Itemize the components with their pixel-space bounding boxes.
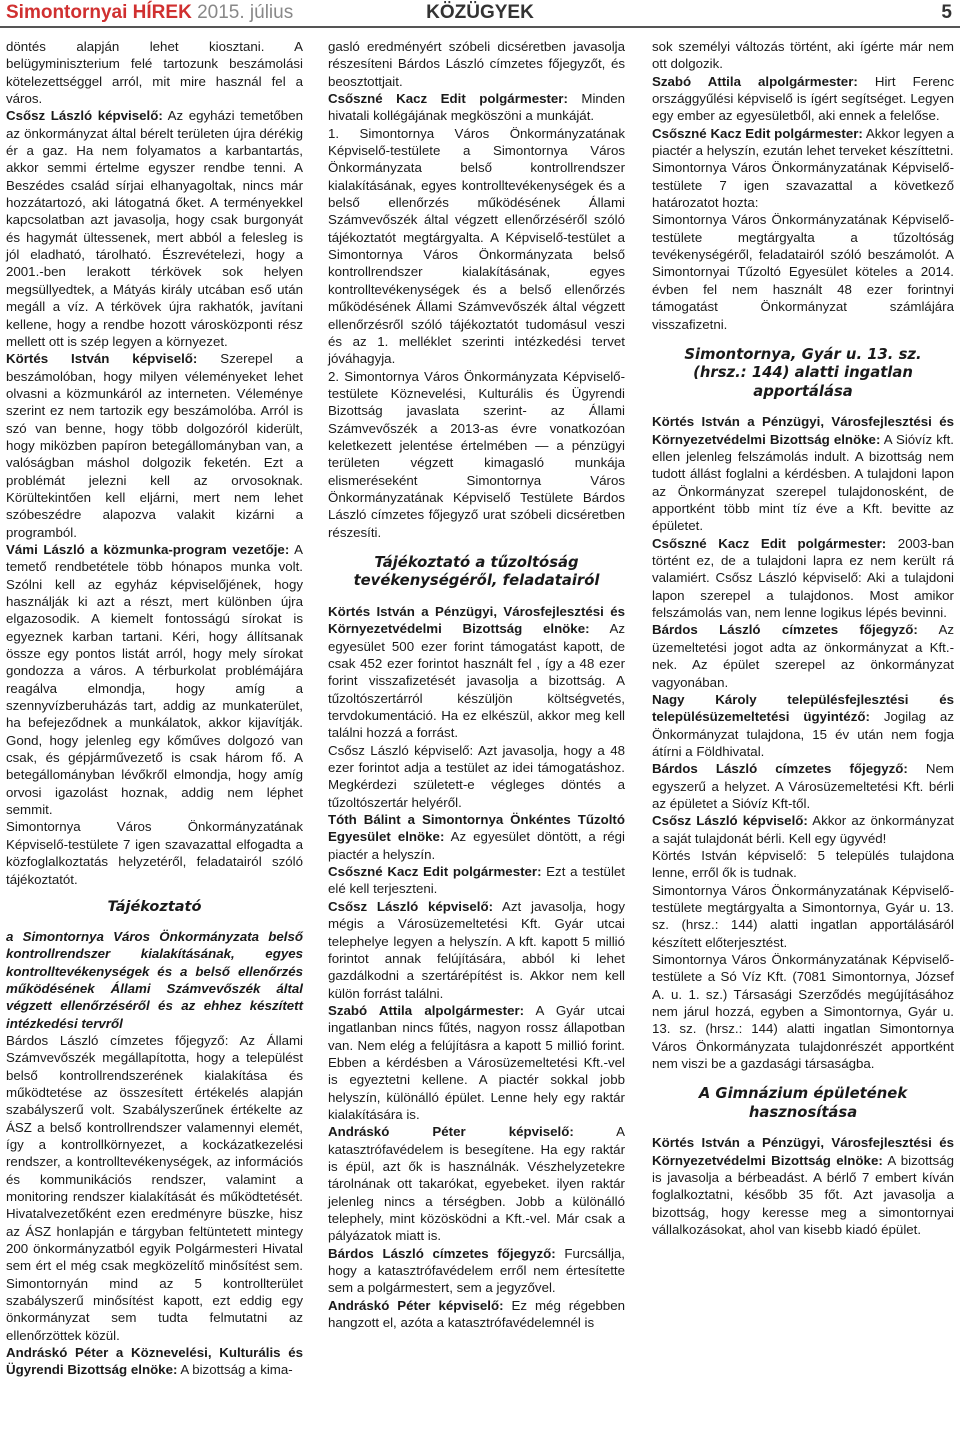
- column-1: [6, 38, 303, 1379]
- paragraph: [652, 125, 954, 160]
- section-heading: A Gimnázium épületének hasznosítása: [698, 1085, 908, 1121]
- speaker-name: Csősz László képviselő:: [652, 813, 808, 829]
- issue-date: 2015. július: [197, 2, 294, 23]
- speaker-name: Csősz László képviselő:: [6, 108, 163, 124]
- speaker-name: Andráskó Péter képviselő:: [328, 1297, 504, 1313]
- section-heading: Tájékoztató: [107, 898, 202, 915]
- paragraph: sok személyi változás történt, aki ígérte már nem ott dolgozik.: [652, 39, 954, 72]
- paragraph: [652, 535, 954, 622]
- section-subtitle: a Simontornya Város Önkormányzata belső kontrollrendszer kialakításának, egyes kontrolltevékenységek és a belső ellenőrzés működésének Állami Számvevőszék által végzett ellenőrzéséről és az ehhez készített intézkedési tervről: [6, 928, 303, 1031]
- paragraph: gasló eredményért szóbeli dicséretben javasolja részesíteni Bárdos László címzetes főjegyzőt, és beosztottjait.: [328, 39, 625, 89]
- speech-text: Furcsállja, hogy a katasztrófavédelem erről nem értesítette sem a polgármestert, sem a jegyzővel.: [328, 1245, 625, 1296]
- speech-text: A bizottság a kima-: [177, 1362, 293, 1378]
- paragraph: [328, 863, 625, 898]
- paragraph: [652, 73, 954, 125]
- speech-text: Az egyházi temetőben az önkormányzat által bérelt területen újra dérékig ér a gaz. Ha nem folyamatos a karbantartás, akkor semmi értelme egyszer rendbe tenni. A Beszédes család sírjai elhanyagoltak, nincs már hozzátartozó, aki látogatná őket. A terményekkel kapcsolatban azt javasolja, hogy csak burgonyát és hagymát ültessenek, mert abból a felesleg is jól eladható, tárolható. Észrevételezi, hogy a 2001.-ben lerakott térkövek sok helyen megsüllyedtek, a Mátyás király utcában eső után megáll a víz. A térkövek újra rakhatók, javítani kellene, hogy a rendbe hozott városközponti rész mellett ott is szép legyen a környezet.: [6, 108, 303, 349]
- speech-text: Akkor legyen a piactér a helyszín, ezután lehet terveket készíttetni.: [652, 125, 955, 159]
- speaker-name: Tóth Bálint a Simontornya Önkéntes Tűzoltó Egyesület elnöke:: [328, 812, 625, 845]
- section-heading: Simontornya, Gyár u. 13. sz. (hrsz.: 144) alatti ingatlan apportálása: [684, 345, 922, 400]
- resolution-text: 1. Simontornya Város Önkormányzatának Képviselő-testülete a Simontornya Város Önkormányzata belső kontrollrendszer kialakításának, egyes kontrolltevékenységek és a belső ellenőrzés működésének Állami Számvevőszék által végzett ellenőrzéséről szóló tájékoztatót megtárgyalta. A Képviselő-testület a Simontornya Város Önkormányzata belső kontrollrendszer kialakításának, egyes kontrolltevékenységek és a belső ellenőrzés működésének Állami Számvevőszék által végzett ellenőrzésről szóló tájékoztatót tudomásul veszi és az 1. melléklet szerinti intézkedési tervet jóváhagyja.: [328, 125, 625, 367]
- speech-text: Azt javasolja, hogy mégis a Városüzemeltetési Kft. Gyár utcai telephelye legyen a helyszín. A kft. kapott 5 millió forintot annak felújítására, abból ki lehet gazdálkodni a szertárépítést is. Akkor nem kell külön forrást találni.: [328, 898, 625, 1001]
- speaker-name: Szabó Attila alpolgármester:: [652, 73, 858, 89]
- speech-text: Akkor az önkormányzat a saját tulajdonát bérli. Kell egy ügyvéd!: [652, 813, 954, 846]
- paragraph: [328, 603, 625, 742]
- paragraph: [6, 350, 303, 541]
- speaker-name: Vámi László a közmunka-program vezetője:: [6, 541, 290, 557]
- speaker-name: Körtés István képviselő:: [6, 351, 198, 367]
- header-rule: [0, 26, 960, 28]
- paragraph: [328, 811, 625, 863]
- paragraph: [6, 1344, 303, 1379]
- speaker-name: Körtés István a Pénzügyi, Városfejlesztési és Környezetvédelmi Bizottság elnöke:: [652, 414, 954, 447]
- speaker-name: Csőszné Kacz Edit polgármester:: [652, 535, 887, 551]
- resolution-text: 2. Simontornya Város Önkormányzata Képviselő-testülete Köznevelési, Kulturális és Ügyrendi Bizottság javaslata szerint- az Állami Számvevőszék a 2013-as évre vonatkozóan keletkezett jelentése értelmében — a pénzügyi területen végzett kimagasló munkája elismeréseként Simontornya Város Önkormányzatának Képviselő Testülete Bárdos László címzetes főjegyző urat szóbeli dicséretben részesíti.: [328, 368, 625, 540]
- speech-text: Ezt a testület elé kell terjeszteni.: [328, 864, 625, 897]
- speaker-name: Körtés István a Pénzügyi, Városfejlesztési és Környezetvédelmi Bizottság elnöke:: [652, 1135, 954, 1168]
- resolution-text: Simontornya Város Önkormányzatának Képviselő-testülete 7 igen szavazattal elfogadta a közfoglalkoztatás helyzetéről, feladatairól szóló tájékoztatót.: [6, 819, 303, 887]
- paragraph: döntés alapján lehet kiosztani. A belügyminiszterium felé tartozunk beszámolási kötelezettséggel arról, mit mire használ fel a város.: [6, 39, 303, 107]
- speaker-name: Nagy Károly településfejlesztési és településüzemeltetési ügyintéző:: [652, 691, 954, 725]
- resolution-text: Simontornya Város Önkormányzatának Képviselő-testülete a Só Víz Kft. (7081 Simontornya, József A. u. 1. sz.) Társasági Szerződés megújításához nem járul hozzá, egyben a Simontornya, Gyár u. 13. sz. (hrsz.: 144) alatti ingatlan Simontornya Város Önkormányzata tulajdonrészét apportként nem viszi be a gazdasági társaságba.: [652, 952, 954, 1072]
- paragraph: [6, 107, 303, 350]
- paragraph: [652, 621, 954, 690]
- paragraph: [652, 1134, 954, 1238]
- speaker-name: Csőszné Kacz Edit polgármester:: [328, 91, 568, 107]
- speech-text: Szerepel a beszámolóban, hogy milyen véleményeket lehet olvasni a közmunkáról az interneten. Véleménye szerint ez nem tartozik egy beszámolóba. Arról is szó van benne, hogy több dolgozóról kiderült, hogy miközben papíron betegállományban van, a valóságban máshol dolgozik feketén. Ezt a problémát jelezni kell az orvosoknak. Körültekintően kell eljárni, mert nem lehet szóbeszédre alapozva valakit kizárni a programból.: [6, 351, 303, 540]
- paragraph: Csősz László képviselő: Azt javasolja, hogy a 48 ezer forintot adja a testület az idei támogatáshoz. Megkérdezi született-e végleges döntés a tűzoltószertár helyéről.: [328, 742, 625, 810]
- column-3: [652, 38, 954, 1238]
- section-heading: Tájékoztató a tűzoltóság tevékenységéről, feladatairól: [353, 553, 600, 590]
- speaker-name: Csőszné Kacz Edit polgármester:: [328, 864, 542, 880]
- publication-name: Simontornyai HÍREK: [6, 2, 192, 23]
- speaker-name: Bárdos László címzetes főjegyző:: [652, 761, 908, 777]
- speaker-name: Andráskó Péter képviselő:: [328, 1124, 574, 1140]
- paragraph: [652, 760, 954, 812]
- paragraph: Körtés István képviselő: 5 település tulajdona lenne, erről ők is tudnak.: [652, 847, 954, 881]
- speaker-name: Körtés István a Pénzügyi, Városfejlesztési és Környezetvédelmi Bizottság elnöke:: [328, 603, 625, 637]
- paragraph: [328, 1123, 625, 1244]
- speech-text: 2003-ban történt ez, de a tulajdoni lapra ez nem került rá valamiért. Csősz László képviselő: Aki a tulajdoni lapon szerepel a tulajdonos. Most amikor felszámolás van, nem lenne logikus lépés bevinni.: [652, 535, 955, 621]
- resolution-text: Simontornya Város Önkormányzatának Képviselő-testülete megtárgyalta a tűzoltóság tevékenységéről, feladatairól szóló beszámolót. A Simontornyai Tűzoltó Egyesület köteles a 2014. évben fel nem használt 48 ezer forintnyi támogatást Önkormányzat számlájára visszafizetni.: [652, 212, 954, 332]
- paragraph: [328, 1002, 625, 1123]
- paragraph: Bárdos László címzetes főjegyző: Az Állami Számvevőszék megállapította, hogy a települést belső kontrollrendszerének kialakítása és működtetése az összesített értékelés alapján szabályszerű volt. Szabályszerűnek értékelte az ÁSZ a belső kontrollrendszer valamennyi elemét, így a kontrollkörnyezet, a kockázatkezelési rendszer, a kontrolltevékenységek, az információs és kommunikációs rendszer, valamint a monitoring rendszer kialakítását és működtetését. Hivatalvezetőként ezen eredményre büszke, hisz az ÁSZ honlapján e tárgyban feltüntetett mintegy 200 önkormányzatból egyik Polgármesteri Hivatal sem ért el még csak megközelítő minősítést sem. Simontornyán mind az 5 kontrollterület szabályszerű minősítést kapott, ezt eddig egy önkormányzat sem tudta felmutatni az ellenőrzöttek közül.: [6, 1032, 303, 1343]
- page-header: [0, 0, 960, 28]
- paragraph: [6, 541, 303, 819]
- paragraph: Simontornya Város Önkormányzatának Képviselő-testülete 7 igen szavazattal a következő határozatot hozta:: [652, 160, 954, 211]
- paragraph: [328, 898, 625, 1002]
- speech-text: Hirt Ferenc országgyűlési képviselő is ígért segítséget. Legyen egy ember az egyesületből, aki ennek a felelőse.: [652, 73, 954, 124]
- speaker-name: Szabó Attila alpolgármester:: [328, 1002, 525, 1018]
- speech-text: A Sióvíz kft. ellen jelenleg felszámolás indult. A bizottság nem tudott állást foglalni a kérdésben. A tulajdoni lapon az Önkormányzat szerepel tulajdonosként, de apportként több mint tíz éve a Kft. bevitte az épületet.: [652, 431, 954, 534]
- section-title: KÖZÜGYEK: [426, 2, 534, 23]
- paragraph: [328, 1245, 625, 1297]
- paragraph: [652, 812, 954, 847]
- speech-text: A Gyár utcai ingatlanban nincs fűtés, nagyon rossz állapotban van. Nem elég a felújításra a kapott 5 millió forint. Ebben a kérdésben a Városüzemeltetési Kft.-vel is egyeztetni kellene. A piactér sokkal jobb helyszín, különálló épület. Lenne hely egy raktár kialakítására is.: [328, 1002, 625, 1122]
- resolution-text: Simontornya Város Önkormányzatának Képviselő-testülete megtárgyalta a Simontornya, Gyár u. 13. sz. (hrsz.: 144) alatti ingatlan apportálásáról készített előterjesztést.: [652, 882, 954, 950]
- speech-text: Nem egyszerű a helyzet. A Városüzemeltetési Kft. bérli az épületet a Sióvíz Kft-től.: [652, 761, 954, 811]
- speaker-name: Andráskó Péter a Köznevelési, Kulturális és Ügyrendi Bizottság elnöke:: [6, 1345, 303, 1378]
- speech-text: Minden hivatali kollégájának megköszöni a munkáját.: [328, 91, 626, 124]
- speaker-name: Bárdos László címzetes főjegyző:: [328, 1245, 556, 1261]
- page-number: 5: [941, 2, 952, 23]
- speech-text: Az egyesület döntött, a régi piactér a helyszín.: [328, 829, 625, 862]
- speech-text: Jogilag az Önkormányzat tulajdona, 15 év után nem fogja átírni a Földhivatal.: [652, 709, 954, 759]
- speaker-name: Csőszné Kacz Edit polgármester:: [652, 125, 863, 141]
- speech-text: A bizottság is javasolja a bérbeadást. A bérlő 7 embert kíván foglalkoztatni, később 35 főt. Azt javasolja a bizottság, hogy keresse meg a simontornyai vállalkozásokat, ahol van kisebb kiadó épület.: [652, 1152, 954, 1238]
- paragraph: [328, 1297, 625, 1332]
- speaker-name: Csősz László képviselő:: [328, 898, 494, 914]
- paragraph: [328, 90, 625, 125]
- speech-text: Az egyesület 500 ezer forint támogatást kapott, de csak 452 ezer forintot használt fel , így a 48 ezer forint visszafizetését javasolja a bizottság. A tűzoltószertárról készüljön költségvetés, tervdokumentáció. Ha ez elkészül, akkor meg kell találni hozzá a forrást.: [328, 621, 625, 741]
- speaker-name: Bárdos László címzetes főjegyző:: [652, 622, 918, 638]
- paragraph: [652, 413, 954, 534]
- speech-text: A temető rendbetétele több hónapos munka volt. Szólni kell az egyház képviselőjének, hogy használják ki azt a részt, mert különben újra elgazosodik. A kiemelt fontosságú sírokat is egyeznek karban tartani. Kéri, hogy állítsanak össze egy pontos listát arról, hogy mely sírokat gondozza a város. A térburkolat problémájára reagálva elmondja, hogy amíg a szennyvízberuházás tart, addig az munkaterület, ha befejeződnek a munkálatok, akkor kijavítják. Gond, hogy jelenleg egy kőműves dolgozó van csak, és gépjárművezető is csak három fő. A betegállományban lévőkről elmondja, hogy amíg orvosi igazolást hoznak, addig nem léphet semmit.: [6, 541, 303, 818]
- paragraph: [652, 691, 954, 760]
- speech-text: A katasztrófavédelem is besegítene. Ha egy raktár is épül, azt ők is használnák. Vészhelyzetekre tárolnának ott takarókat, egyebeket. ilyen raktár jelenleg nincs a térségben. Jobb a különálló telephely, mint közösködni a Kft.-vel. Már csak a pályázatok miatt is.: [328, 1124, 625, 1244]
- speech-text: Ez még régebben hangzott el, azóta a katasztrófavédelemnél is: [328, 1297, 625, 1331]
- column-2: [328, 38, 625, 1331]
- speech-text: Az üzemeltetési jogot adta az önkormányzat a Kft.-nek. Az épület szerepel az önkormányzat vagyonában.: [652, 622, 954, 690]
